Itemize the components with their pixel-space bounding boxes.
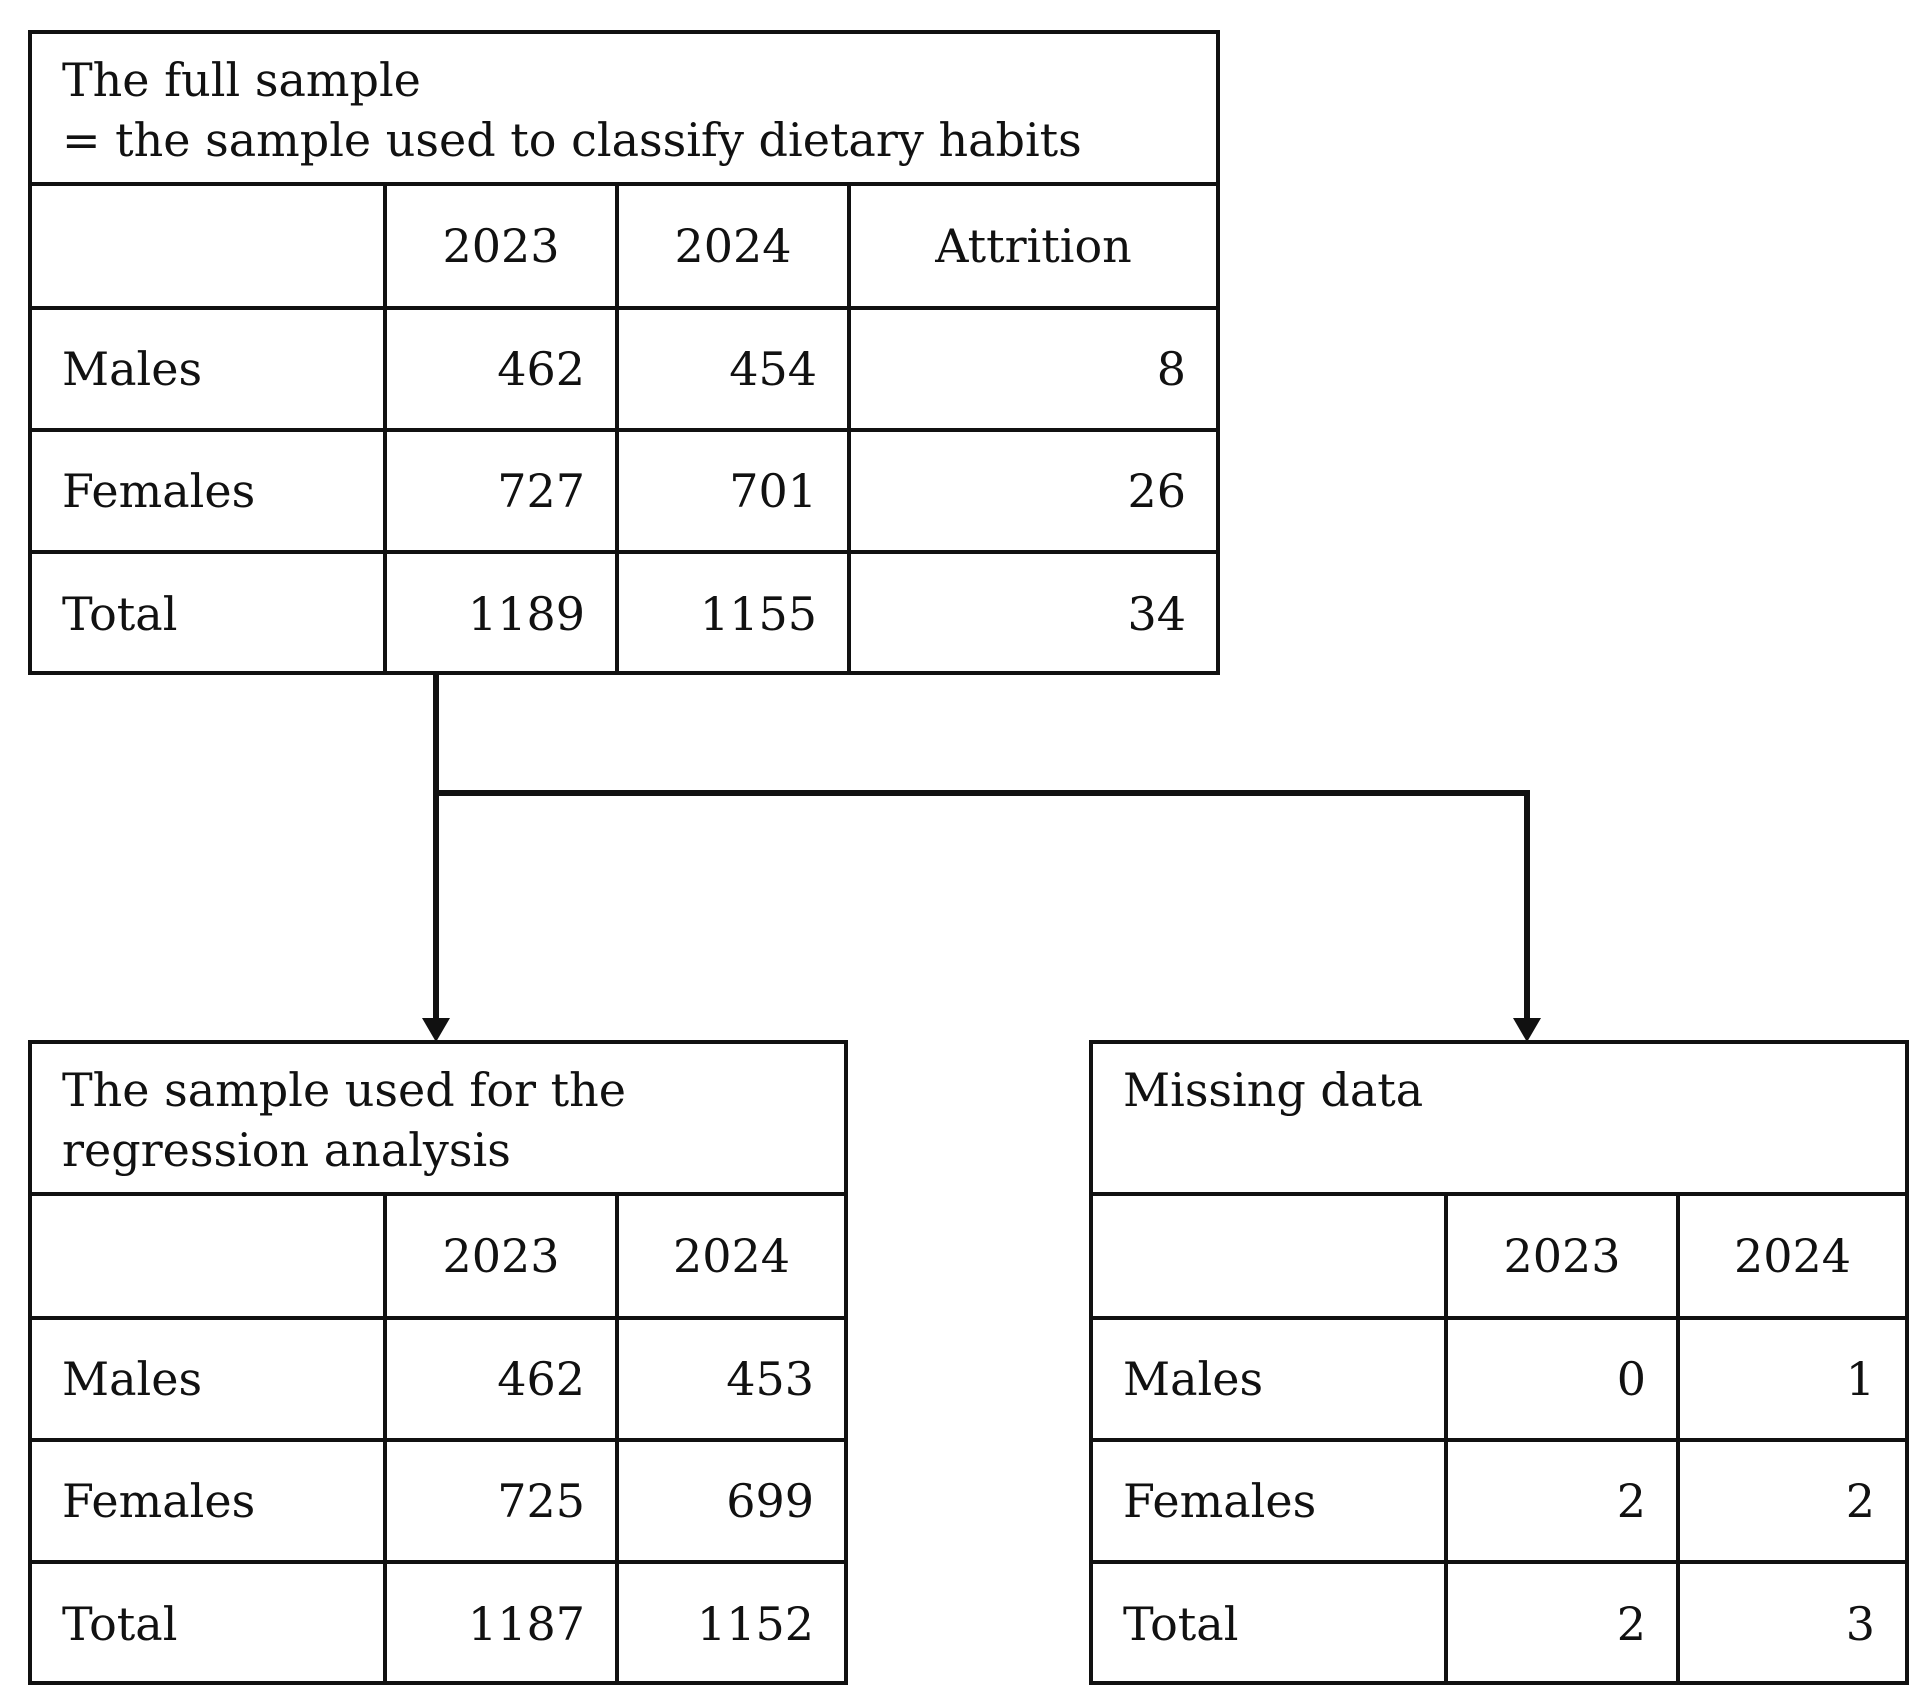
cell-value: 1189 <box>385 552 617 674</box>
cell-value: 453 <box>617 1318 844 1440</box>
arrowhead-missing <box>1513 1018 1541 1042</box>
table-row <box>1093 1562 1905 1684</box>
header-cell-2024: 2024 <box>617 1196 844 1318</box>
cell-value: 462 <box>385 1318 617 1440</box>
regression-sample-box <box>28 1040 848 1685</box>
table-row <box>32 1318 844 1440</box>
regression-sample-title <box>32 1044 844 1196</box>
cell-value: 2 <box>1446 1440 1678 1562</box>
header-cell-empty <box>32 186 385 308</box>
regression-sample-title-line2: regression analysis <box>62 1123 511 1177</box>
row-label: Total <box>32 552 385 674</box>
header-cell-attrition: Attrition <box>849 186 1216 308</box>
cell-value: 1155 <box>617 552 849 674</box>
table-row <box>32 1440 844 1562</box>
header-cell-2024: 2024 <box>1678 1196 1905 1318</box>
full-sample-table <box>32 186 1216 674</box>
cell-value: 8 <box>849 308 1216 430</box>
header-cell-2024: 2024 <box>617 186 849 308</box>
missing-data-box <box>1089 1040 1909 1685</box>
cell-value: 0 <box>1446 1318 1678 1440</box>
table-row <box>32 1562 844 1684</box>
table-row <box>1093 1318 1905 1440</box>
missing-data-title-line1: Missing data <box>1123 1063 1424 1117</box>
missing-data-title <box>1093 1044 1905 1196</box>
table-row <box>1093 1440 1905 1562</box>
row-label: Females <box>32 1440 385 1562</box>
cell-value: 699 <box>617 1440 844 1562</box>
table-header-row <box>32 1196 844 1318</box>
cell-value: 727 <box>385 430 617 552</box>
missing-data-table <box>1093 1196 1905 1684</box>
cell-value: 26 <box>849 430 1216 552</box>
full-sample-title-line2: = the sample used to classify dietary habits <box>62 113 1082 167</box>
cell-value: 701 <box>617 430 849 552</box>
header-cell-2023: 2023 <box>385 1196 617 1318</box>
table-row <box>32 552 1216 674</box>
table-header-row <box>1093 1196 1905 1318</box>
cell-value: 462 <box>385 308 617 430</box>
cell-value: 3 <box>1678 1562 1905 1684</box>
table-row <box>32 308 1216 430</box>
row-label: Total <box>32 1562 385 1684</box>
regression-sample-title-line1: The sample used for the <box>62 1063 626 1117</box>
row-label: Males <box>32 308 385 430</box>
regression-sample-table <box>32 1196 844 1684</box>
full-sample-box <box>28 30 1220 675</box>
header-cell-empty <box>1093 1196 1446 1318</box>
cell-value: 2 <box>1678 1440 1905 1562</box>
full-sample-title-line1: The full sample <box>62 53 421 107</box>
row-label: Total <box>1093 1562 1446 1684</box>
header-cell-2023: 2023 <box>385 186 617 308</box>
table-row <box>32 430 1216 552</box>
arrowhead-regression <box>422 1018 450 1042</box>
cell-value: 2 <box>1446 1562 1678 1684</box>
cell-value: 34 <box>849 552 1216 674</box>
header-cell-2023: 2023 <box>1446 1196 1678 1318</box>
full-sample-title <box>32 34 1216 186</box>
cell-value: 1152 <box>617 1562 844 1684</box>
row-label: Males <box>32 1318 385 1440</box>
cell-value: 1 <box>1678 1318 1905 1440</box>
header-cell-empty <box>32 1196 385 1318</box>
cell-value: 454 <box>617 308 849 430</box>
cell-value: 725 <box>385 1440 617 1562</box>
cell-value: 1187 <box>385 1562 617 1684</box>
row-label: Females <box>32 430 385 552</box>
table-header-row <box>32 186 1216 308</box>
row-label: Males <box>1093 1318 1446 1440</box>
row-label: Females <box>1093 1440 1446 1562</box>
